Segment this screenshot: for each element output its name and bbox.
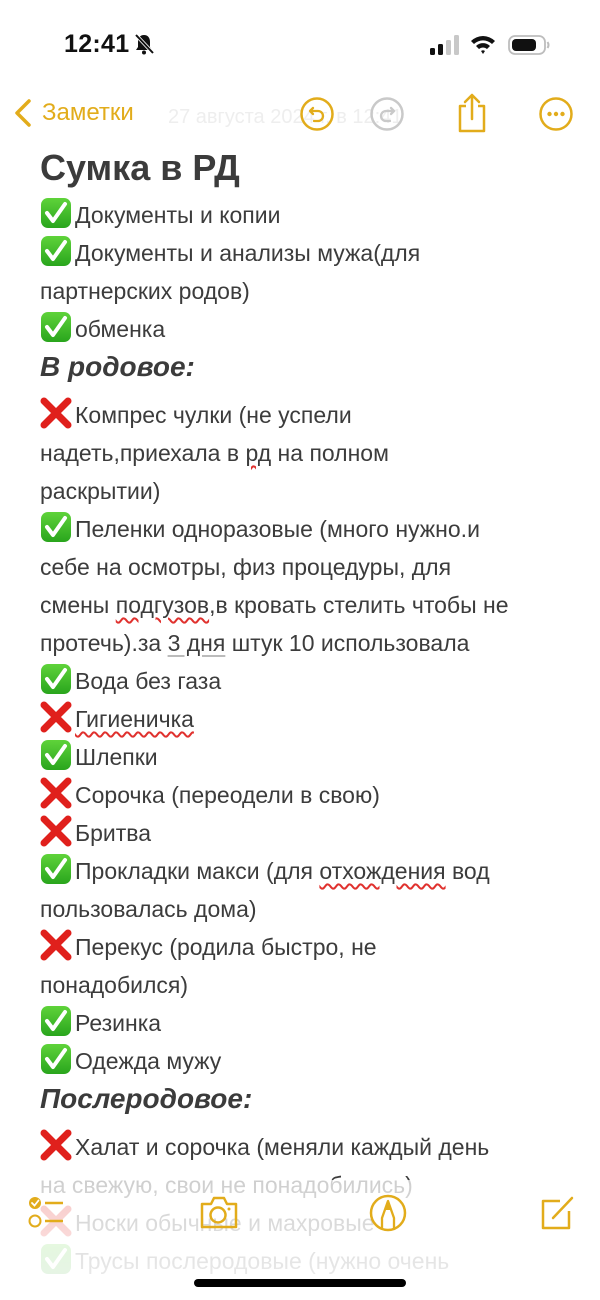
cross-icon xyxy=(40,701,72,733)
list-item xyxy=(40,700,570,738)
checkmark-icon xyxy=(40,1043,72,1075)
checkmark-icon xyxy=(40,663,72,695)
cross-icon xyxy=(40,815,72,847)
share-button[interactable] xyxy=(454,92,490,134)
list-item: Сорочка (переодели в свою) xyxy=(40,776,570,814)
note-date: 27 августа 2024 г. в 12:41 xyxy=(168,106,403,128)
silent-bell-icon xyxy=(133,33,155,55)
back-button[interactable] xyxy=(12,98,134,128)
misspelled-word[interactable]: рд xyxy=(245,440,272,466)
battery-icon xyxy=(508,34,550,56)
redo-button[interactable] xyxy=(369,96,405,132)
checkmark-icon xyxy=(40,1005,72,1037)
cross-icon xyxy=(40,397,72,429)
compose-new-note-button[interactable] xyxy=(536,1192,578,1234)
misspelled-word[interactable]: Гигиеничка xyxy=(75,706,194,732)
checkmark-icon xyxy=(40,311,72,343)
home-indicator[interactable] xyxy=(194,1279,406,1287)
list-item: Пеленки одноразовые (много нужно.и себе на осмотры, физ процедуры, для смены подгузов,в кровать стелить чтобы не протечь).за 3 дня штук 10 использовала xyxy=(40,510,570,662)
markup-pen-button[interactable] xyxy=(367,1192,409,1234)
list-item: Перекус (родила быстро, не понадобился) xyxy=(40,928,570,1004)
checkmark-icon xyxy=(40,235,72,267)
list-item: Халат и сорочка (меняли каждый день xyxy=(40,1128,570,1204)
list-item: Одежда мужу xyxy=(40,1042,570,1080)
note-title: Сумка в РД xyxy=(40,147,240,188)
cross-icon xyxy=(40,1129,72,1161)
list-item: Документы и копии xyxy=(40,196,570,234)
navigation-bar xyxy=(0,92,600,142)
wifi-icon xyxy=(470,33,496,55)
section-heading: В родовое: xyxy=(40,351,195,382)
list-item: Прокладки макси (для отхождения вод пользовалась дома) xyxy=(40,852,570,928)
checkmark-icon xyxy=(40,197,72,229)
list-item: обменка xyxy=(40,310,570,348)
note-body[interactable] xyxy=(40,140,570,1280)
more-options-button[interactable] xyxy=(538,96,574,132)
list-item: Компрес чулки (не успели надеть,приехала в рд на полном раскрытии) xyxy=(40,396,570,510)
checkmark-icon xyxy=(40,853,72,885)
list-item: Бритва xyxy=(40,814,570,852)
list-item: Документы и анализы мужа(для партнерских родов) xyxy=(40,234,570,310)
misspelled-word[interactable]: отхождения xyxy=(319,858,446,884)
list-item: Шлепки xyxy=(40,738,570,776)
camera-button[interactable] xyxy=(198,1192,240,1234)
list-item: Резинка xyxy=(40,1004,570,1042)
misspelled-word[interactable]: подгузов xyxy=(115,592,210,618)
chevron-left-icon xyxy=(12,98,34,128)
bottom-toolbar xyxy=(0,1192,600,1242)
undo-button[interactable] xyxy=(299,96,335,132)
status-bar xyxy=(0,0,600,90)
status-time: 12:41 xyxy=(64,30,130,58)
checkmark-icon xyxy=(40,511,72,543)
cross-icon xyxy=(40,929,72,961)
list-item: Вода без газа xyxy=(40,662,570,700)
detected-date-link[interactable]: 3 дня xyxy=(167,630,226,656)
checklist-button[interactable] xyxy=(26,1192,68,1234)
checkmark-icon xyxy=(40,739,72,771)
back-label: Заметки xyxy=(42,99,134,126)
cellular-signal-icon xyxy=(430,35,462,55)
cross-icon xyxy=(40,777,72,809)
section-heading: Послеродовое: xyxy=(40,1083,253,1114)
